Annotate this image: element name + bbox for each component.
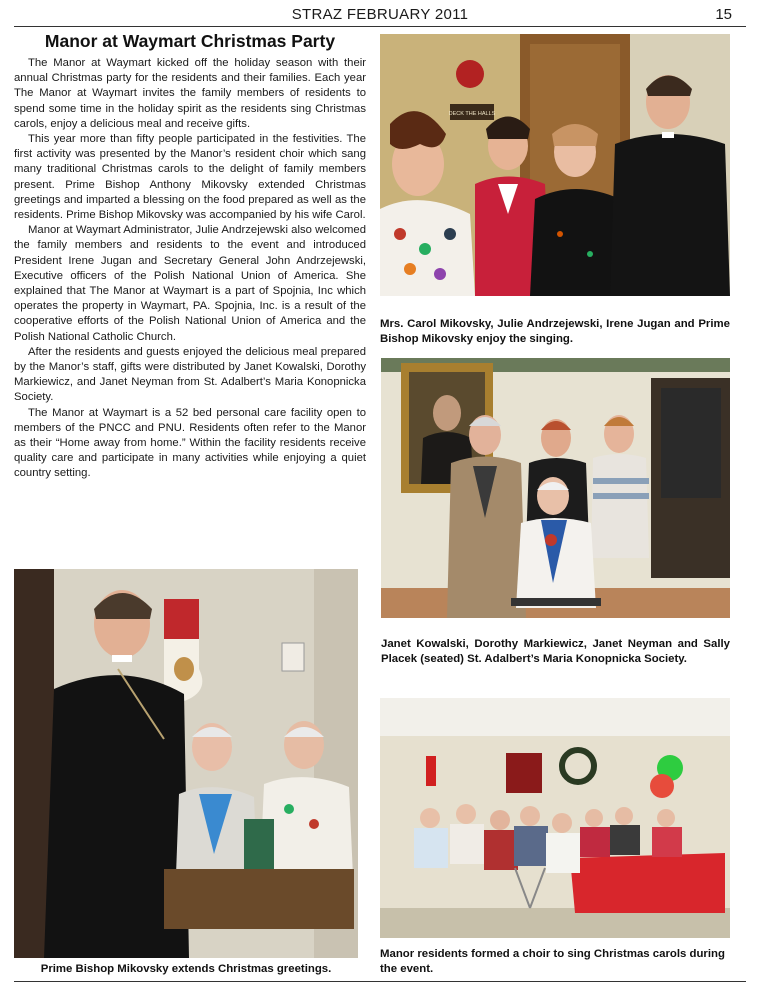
caption-society: Janet Kowalski, Dorothy Markiewicz, Janet Neyman and Sally Placek (seated) St. Adalbert’s Maria Konopnicka Society. — [381, 638, 730, 665]
article-paragraph: After the residents and guests enjoyed the delicious meal prepared by the Manor’s staff, gifts were distributed by Janet Kowalski, Dorothy Markiewicz, and Janet Neyman from St. Adalbert’s Maria Konopnicka Society. — [14, 345, 366, 404]
article-headline: Manor at Waymart Christmas Party — [44, 31, 336, 51]
article-paragraph: The Manor at Waymart is a 52 bed personal care facility open to members of the PNCC and PNU. Residents often refer to the Manor as their “Home away from home.” Within the facility residents receive quality care and participate in many activities while enjoying a quiet country setting. — [14, 406, 366, 480]
caption-bishop: Prime Bishop Mikovsky extends Christmas greetings. — [40, 963, 332, 975]
article-paragraph: This year more than fifty people participated in the festivities. The first activity was presented by the Manor’s resident choir which sang many traditional Christmas carols to the delight of family members present. Prime Bishop Anthony Mikovsky extended Christmas greetings and imparted a blessing on the food prepared as well as the residents. Prime Bishop Mikovsky was accompanied by his wife Carol. — [14, 133, 366, 222]
publication-title: STRAZ FEBRUARY 2011 — [291, 6, 469, 23]
page-header — [14, 4, 746, 26]
photo-choir — [380, 698, 730, 938]
caption-singing: Mrs. Carol Mikovsky, Julie Andrzejewski, Irene Jugan and Prime Bishop Mikovsky enjoy the singing. — [380, 318, 730, 345]
caption-choir: Manor residents formed a choir to sing Christmas carols during the event. — [380, 948, 725, 975]
article-paragraph: The Manor at Waymart kicked off the holiday season with their annual Christmas party for the residents and their families. Each year The Manor at Waymart invites the family members of residents to spend some time in the holiday spirit as the residents sing Christmas carols, enjoy a delicious meal and receive gifts. — [14, 57, 366, 130]
article-paragraph: Manor at Waymart Administrator, Julie Andrzejewski also welcomed the family members and residents to the event and introduced President Irene Jugan and Secretary General John Andrzejewski, Executive officers of the Polish National Union of America. She explained that The Manor at Waymart is a part of Spojnia, Inc which operates the property in Waymart, PA. Spojnia, Inc. is a result of the cooperative efforts of the Polish National Union of America and the Polish National Catholic Church. — [14, 224, 366, 343]
photo-singing — [380, 34, 730, 296]
photo-bishop — [14, 569, 358, 958]
deck-the-halls-sign: DECK THE HALLS — [448, 111, 496, 117]
page-number: 15 — [715, 6, 732, 23]
header-rule — [14, 26, 746, 27]
article-body — [14, 56, 366, 482]
footer-rule — [14, 981, 746, 982]
photo-society — [381, 358, 730, 618]
